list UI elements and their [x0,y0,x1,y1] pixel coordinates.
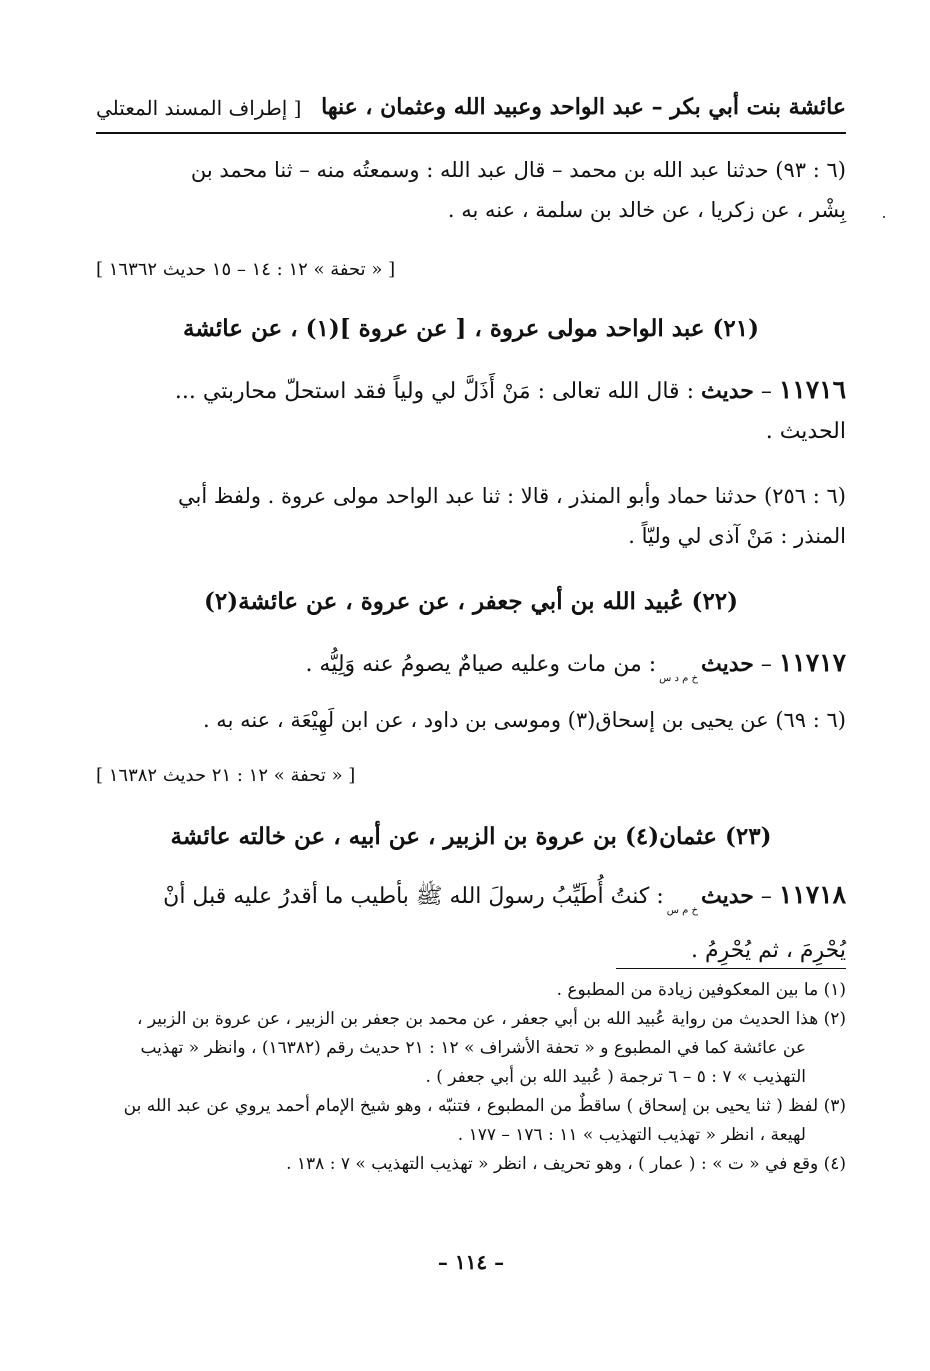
footnote-3 [96,1092,846,1150]
hadith-line: ١١٧١٧ – حديث $_{خ م د س}$ : من مات وعليه صيامٌ يصومُ عنه وَلِيُّه . [305,648,846,684]
text-line: (٦ : ٩٣) حدثنا عبد الله بن محمد – قال عبد الله : وسمعتُه منه – ثنا محمد بن [190,158,846,182]
text-line: (٦ : ٢٥٦) حدثنا حماد وأبو المنذر ، قالا : ثنا عبد الواحد مولى عروة . ولفظ أبي [178,484,846,508]
hadith-keyword: حديث [700,651,754,677]
paragraph-isnad-2 [96,476,846,556]
footnote-line: التهذيب » ٧ : ٥ – ٦ ترجمة ( عُبيد الله بن أبي جعفر ) . [425,1067,806,1087]
paragraph-isnad-1 [96,150,846,230]
tuhfa-reference: [ « تحفة » ١٢ : ٢١ حديث ١٦٣٨٢ ] [96,765,356,786]
hadith-11717 [96,643,846,699]
hadith-keyword: حديث [700,883,754,909]
hadith-line: يُحْرِمَ ، ثم يُحْرِمُ . [691,938,846,963]
footnotes [96,976,846,1179]
page-number: – ١١٤ – [437,1250,505,1274]
footnote-1: (١) ما بين المعكوفين زيادة من المطبوع . [556,980,846,1000]
hadith-text: : من مات وعليه صيامٌ يصومُ عنه وَلِيُّه . [305,652,657,677]
page [96,0,846,1371]
hadith-11716 [96,370,846,452]
hadith-text: : قال الله تعالى : مَنْ أَذَلَّ لي ولياً فقد استحلّ محاربتي ... [174,379,694,404]
running-header [96,92,846,134]
hadith-11718 [96,875,846,971]
margin-speck [883,216,885,218]
hadith-line: الحديث . [765,419,846,444]
header-book-title: [ إطراف المسند المعتلي [96,96,302,120]
hadith-line: ١١٧١٦ – حديث : قال الله تعالى : مَنْ أَذَلَّ لي ولياً فقد استحلّ محاربتي ... [174,375,846,404]
text-line: المنذر : مَنْ آذى لي وليّاً . [628,524,846,548]
footnote-line: عن عائشة كما في المطبوع و « تحفة الأشراف » ١٢ : ٢١ حديث رقم (١٦٣٨٢) ، وانظر « تهذيب [140,1038,806,1058]
collection-sigla: خ م د س [659,673,698,684]
section-heading-22: (٢٢) عُبيد الله بن أبي جعفر ، عن عروة ، عن عائشة(٢) [203,588,739,615]
footnote-line: (٣) لفظ ( ثنا يحيى بن إسحاق ) ساقطٌ من المطبوع ، فتنبّه ، وهو شيخ الإمام أحمد يروي عن عبد الله بن [123,1096,846,1116]
header-title: عائشة بنت أبي بكر – عبد الواحد وعبيد الله وعثمان ، عنها [321,94,846,120]
text-line: (٦ : ٦٩) عن يحيى بن إسحاق(٣) وموسى بن داود ، عن ابن لَهِيْعَة ، عنه به . [202,708,846,732]
section-heading-21: (٢١) عبد الواحد مولى عروة ، [ عن عروة ](١) ، عن عائشة [183,315,759,342]
hadith-line: ١١٧١٨ – حديث $_{خ م س}$ : كنتُ أُطَيِّبُ رسولَ الله ﷺ بأطيب ما أقدرُ عليه قبل أنْ [163,880,846,916]
footnote-2 [96,1005,846,1092]
footnote-line: لهيعة ، انظر « تهذيب التهذيب » ١١ : ١٧٦ – ١٧٧ . [457,1125,806,1145]
text-line: بِشْر ، عن زكريا ، عن خالد بن سلمة ، عنه به . [447,198,846,222]
footnote-4: (٤) وقع في « ت » : ( عمار ) ، وهو تحريف ، انظر « تهذيب التهذيب » ٧ : ١٣٨ . [286,1154,846,1174]
hadith-number: ١١٧١٧ [778,648,846,677]
collection-sigla: خ م س [666,905,698,916]
hadith-number: ١١٧١٨ [778,880,846,909]
hadith-number: ١١٧١٦ [778,375,846,404]
hadith-text: : كنتُ أُطَيِّبُ رسولَ الله ﷺ بأطيب ما أقدرُ عليه قبل أنْ [163,884,664,909]
section-heading-23: (٢٣) عثمان(٤) بن عروة بن الزبير ، عن أبيه ، عن خالته عائشة [170,823,772,850]
hadith-keyword: حديث [700,378,754,404]
footnote-separator [616,968,846,969]
footnote-line: (٢) هذا الحديث من رواية عُبيد الله بن أبي جعفر ، عن محمد بن جعفر بن الزبير ، عن عروة بن الزبير ، [137,1009,846,1029]
tuhfa-reference: [ « تحفة » ١٢ : ١٤ – ١٥ حديث ١٦٣٦٢ ] [96,259,396,280]
paragraph-isnad-3 [96,700,846,740]
